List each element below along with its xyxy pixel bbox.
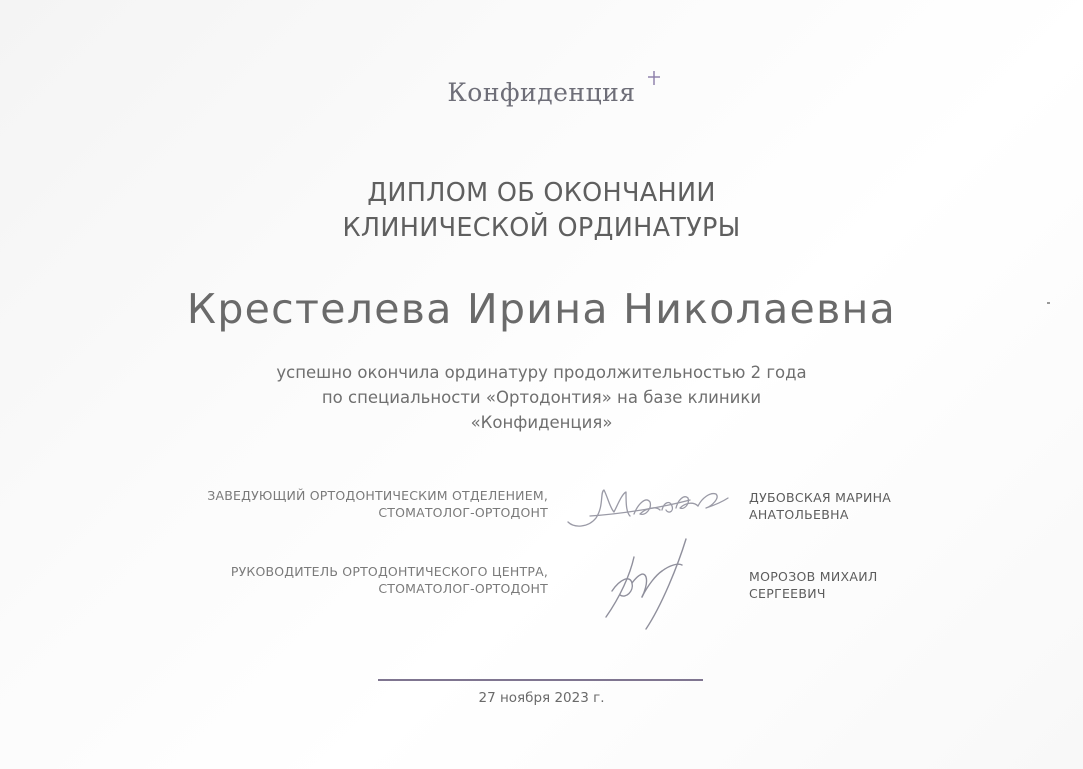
description-line-1: успешно окончила ординатуру продолжительностью 2 года xyxy=(276,363,807,382)
signatory-2-name xyxy=(749,568,969,602)
paper-speck xyxy=(1047,302,1050,304)
signatory-1-role-line-1: ЗАВЕДУЮЩИЙ ОРТОДОНТИЧЕСКИМ ОТДЕЛЕНИЕМ, xyxy=(207,488,548,503)
signatory-2-role-line-1: РУКОВОДИТЕЛЬ ОРТОДОНТИЧЕСКОГО ЦЕНТРА, xyxy=(230,564,548,579)
diploma-title-line-2: КЛИНИЧЕСКОЙ ОРДИНАТУРЫ xyxy=(342,213,741,243)
description-line-3: «Конфиденция» xyxy=(470,413,613,432)
recipient-name: Крестелева Ирина Николаевна xyxy=(186,285,897,333)
signatory-1-name-line-1: ДУБОВСКАЯ МАРИНА xyxy=(749,490,892,505)
signatory-2-name-line-2: СЕРГЕЕВИЧ xyxy=(749,586,826,601)
signatory-1-name-line-2: АНАТОЛЬЕВНА xyxy=(749,507,849,522)
signatory-1-role xyxy=(128,487,548,521)
description-line-2: по специальности «Ортодонтия» на базе клиники xyxy=(321,388,762,407)
signatory-1-name xyxy=(749,489,969,523)
diploma-title xyxy=(0,176,1083,246)
signatory-2-role xyxy=(128,563,548,597)
signatory-1-role-line-2: СТОМАТОЛОГ-ОРТОДОНТ xyxy=(378,505,548,520)
signature-2 xyxy=(590,535,700,635)
brand-logo xyxy=(0,78,1083,107)
signature-1 xyxy=(560,478,735,538)
issue-date: 27 ноября 2023 г. xyxy=(478,690,605,706)
brand-logo-text: Конфиденция xyxy=(447,78,636,107)
diploma-title-line-1: ДИПЛОМ ОБ ОКОНЧАНИИ xyxy=(367,178,716,208)
signatory-2-role-line-2: СТОМАТОЛОГ-ОРТОДОНТ xyxy=(378,581,548,596)
signatory-2-name-line-1: МОРОЗОВ МИХАИЛ xyxy=(749,569,878,584)
sparkle-icon xyxy=(647,70,661,86)
date-divider-line xyxy=(378,679,703,681)
diploma-description xyxy=(0,360,1083,435)
